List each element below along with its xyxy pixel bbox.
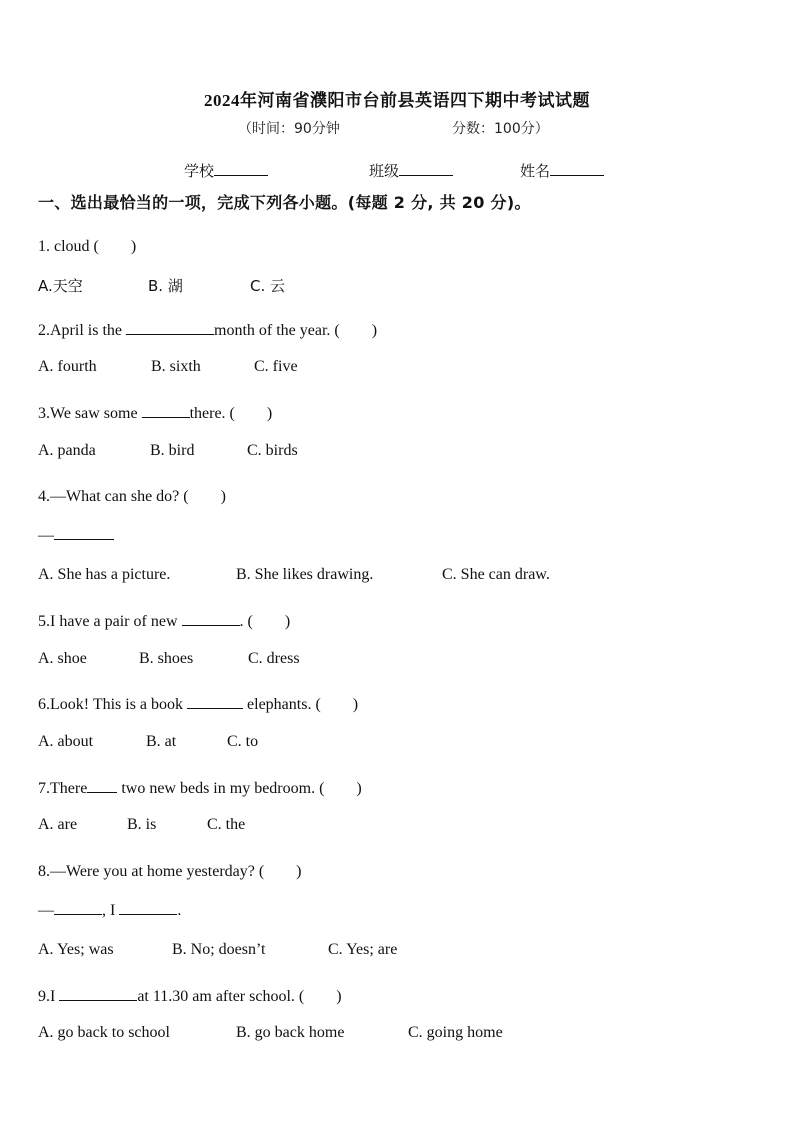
question-5 [38, 608, 290, 631]
question-3-text-a: 3.We saw some [38, 405, 142, 422]
class-blank[interactable] [399, 161, 453, 176]
option-7b[interactable]: B. is [127, 816, 157, 833]
option-9b[interactable]: B. go back home [236, 1024, 345, 1041]
options-8 [38, 941, 397, 959]
option-1c[interactable]: C. 云 [250, 277, 286, 295]
section-heading: 一、选出最恰当的一项，完成下列各小题。(每题 2 分, 共 20 分)。 [38, 193, 531, 212]
school-blank[interactable] [214, 161, 268, 176]
question-9-text-b: at 11.30 am after school. ( ) [137, 988, 342, 1005]
option-6a[interactable]: A. about [38, 733, 94, 750]
option-5c[interactable]: C. dress [248, 650, 300, 667]
option-1b[interactable]: B. 湖 [148, 277, 183, 295]
question-2-text-a: 2.April is the [38, 322, 126, 339]
option-1a[interactable]: A.天空 [38, 277, 83, 295]
answer-blank[interactable] [126, 320, 214, 335]
option-2a[interactable]: A. fourth [38, 358, 97, 375]
question-9 [38, 983, 342, 1006]
question-7 [38, 775, 362, 798]
options-1 [38, 275, 285, 296]
options-5 [38, 650, 300, 668]
option-3a[interactable]: A. panda [38, 442, 96, 459]
option-2c[interactable]: C. five [254, 358, 298, 375]
school-label: 学校 [184, 162, 215, 180]
option-3b[interactable]: B. bird [150, 442, 195, 459]
answer-blank[interactable] [54, 900, 102, 915]
question-7-text-b: two new beds in my bedroom. ( ) [117, 780, 362, 797]
option-4a[interactable]: A. She has a picture. [38, 566, 171, 583]
option-6b[interactable]: B. at [146, 733, 177, 750]
name-blank[interactable] [550, 161, 604, 176]
name-label: 姓名 [520, 162, 551, 180]
answer-end: . [177, 902, 182, 919]
option-4c[interactable]: C. She can draw. [442, 566, 550, 583]
option-9c[interactable]: C. going home [408, 1024, 503, 1041]
name-field[interactable] [520, 160, 604, 181]
question-9-text-a: 9.I [38, 988, 60, 1005]
question-5-text-b: . ( ) [239, 613, 291, 630]
answer-line-4 [38, 525, 114, 545]
option-3c[interactable]: C. birds [247, 442, 298, 459]
answer-blank[interactable] [187, 694, 243, 709]
total-score: 分数：100分） [452, 121, 549, 137]
option-4b[interactable]: B. She likes drawing. [236, 566, 374, 583]
option-5b[interactable]: B. shoes [139, 650, 194, 667]
option-7c[interactable]: C. the [207, 816, 246, 833]
question-7-text-a: 7.There [38, 780, 88, 797]
option-7a[interactable]: A. are [38, 816, 78, 833]
question-2-text-b: month of the year. ( ) [214, 322, 378, 339]
option-9a[interactable]: A. go back to school [38, 1024, 170, 1041]
question-2 [38, 317, 377, 340]
answer-dash: — [38, 527, 54, 544]
question-8: 8.—Were you at home yesterday? ( ) [38, 863, 302, 880]
question-6-text-a: 6.Look! This is a book [38, 696, 188, 713]
answer-mid: , I [102, 902, 120, 919]
option-8b[interactable]: B. No; doesn’t [172, 941, 266, 958]
time-limit: （时间：90分钟 [238, 121, 340, 137]
option-2b[interactable]: B. sixth [151, 358, 201, 375]
options-3 [38, 442, 298, 460]
answer-line-8 [38, 900, 181, 920]
class-field[interactable] [369, 160, 453, 181]
options-9 [38, 1024, 503, 1042]
answer-blank[interactable] [54, 525, 114, 540]
answer-blank[interactable] [182, 611, 240, 626]
class-label: 班级 [369, 162, 400, 180]
option-8c[interactable]: C. Yes; are [328, 941, 398, 958]
options-4 [38, 566, 550, 584]
answer-dash: — [38, 902, 54, 919]
question-6-text-b: elephants. ( ) [243, 696, 359, 713]
question-3-text-b: there. ( ) [189, 405, 273, 422]
options-2 [38, 358, 298, 376]
question-4: 4.—What can she do? ( ) [38, 488, 226, 505]
page-title: 2024年河南省濮阳市台前县英语四下期中考试试题 [204, 91, 590, 110]
answer-blank[interactable] [59, 986, 137, 1001]
school-field[interactable] [184, 160, 268, 181]
answer-blank[interactable] [142, 403, 190, 418]
option-8a[interactable]: A. Yes; was [38, 941, 114, 958]
question-3 [38, 400, 272, 423]
question-6 [38, 691, 358, 714]
question-1: 1. cloud ( ) [38, 238, 137, 255]
option-6c[interactable]: C. to [227, 733, 259, 750]
answer-blank[interactable] [119, 900, 177, 915]
options-7 [38, 816, 245, 834]
question-5-text-a: 5.I have a pair of new [38, 613, 182, 630]
options-6 [38, 733, 258, 751]
option-5a[interactable]: A. shoe [38, 650, 87, 667]
answer-blank[interactable] [87, 778, 117, 793]
